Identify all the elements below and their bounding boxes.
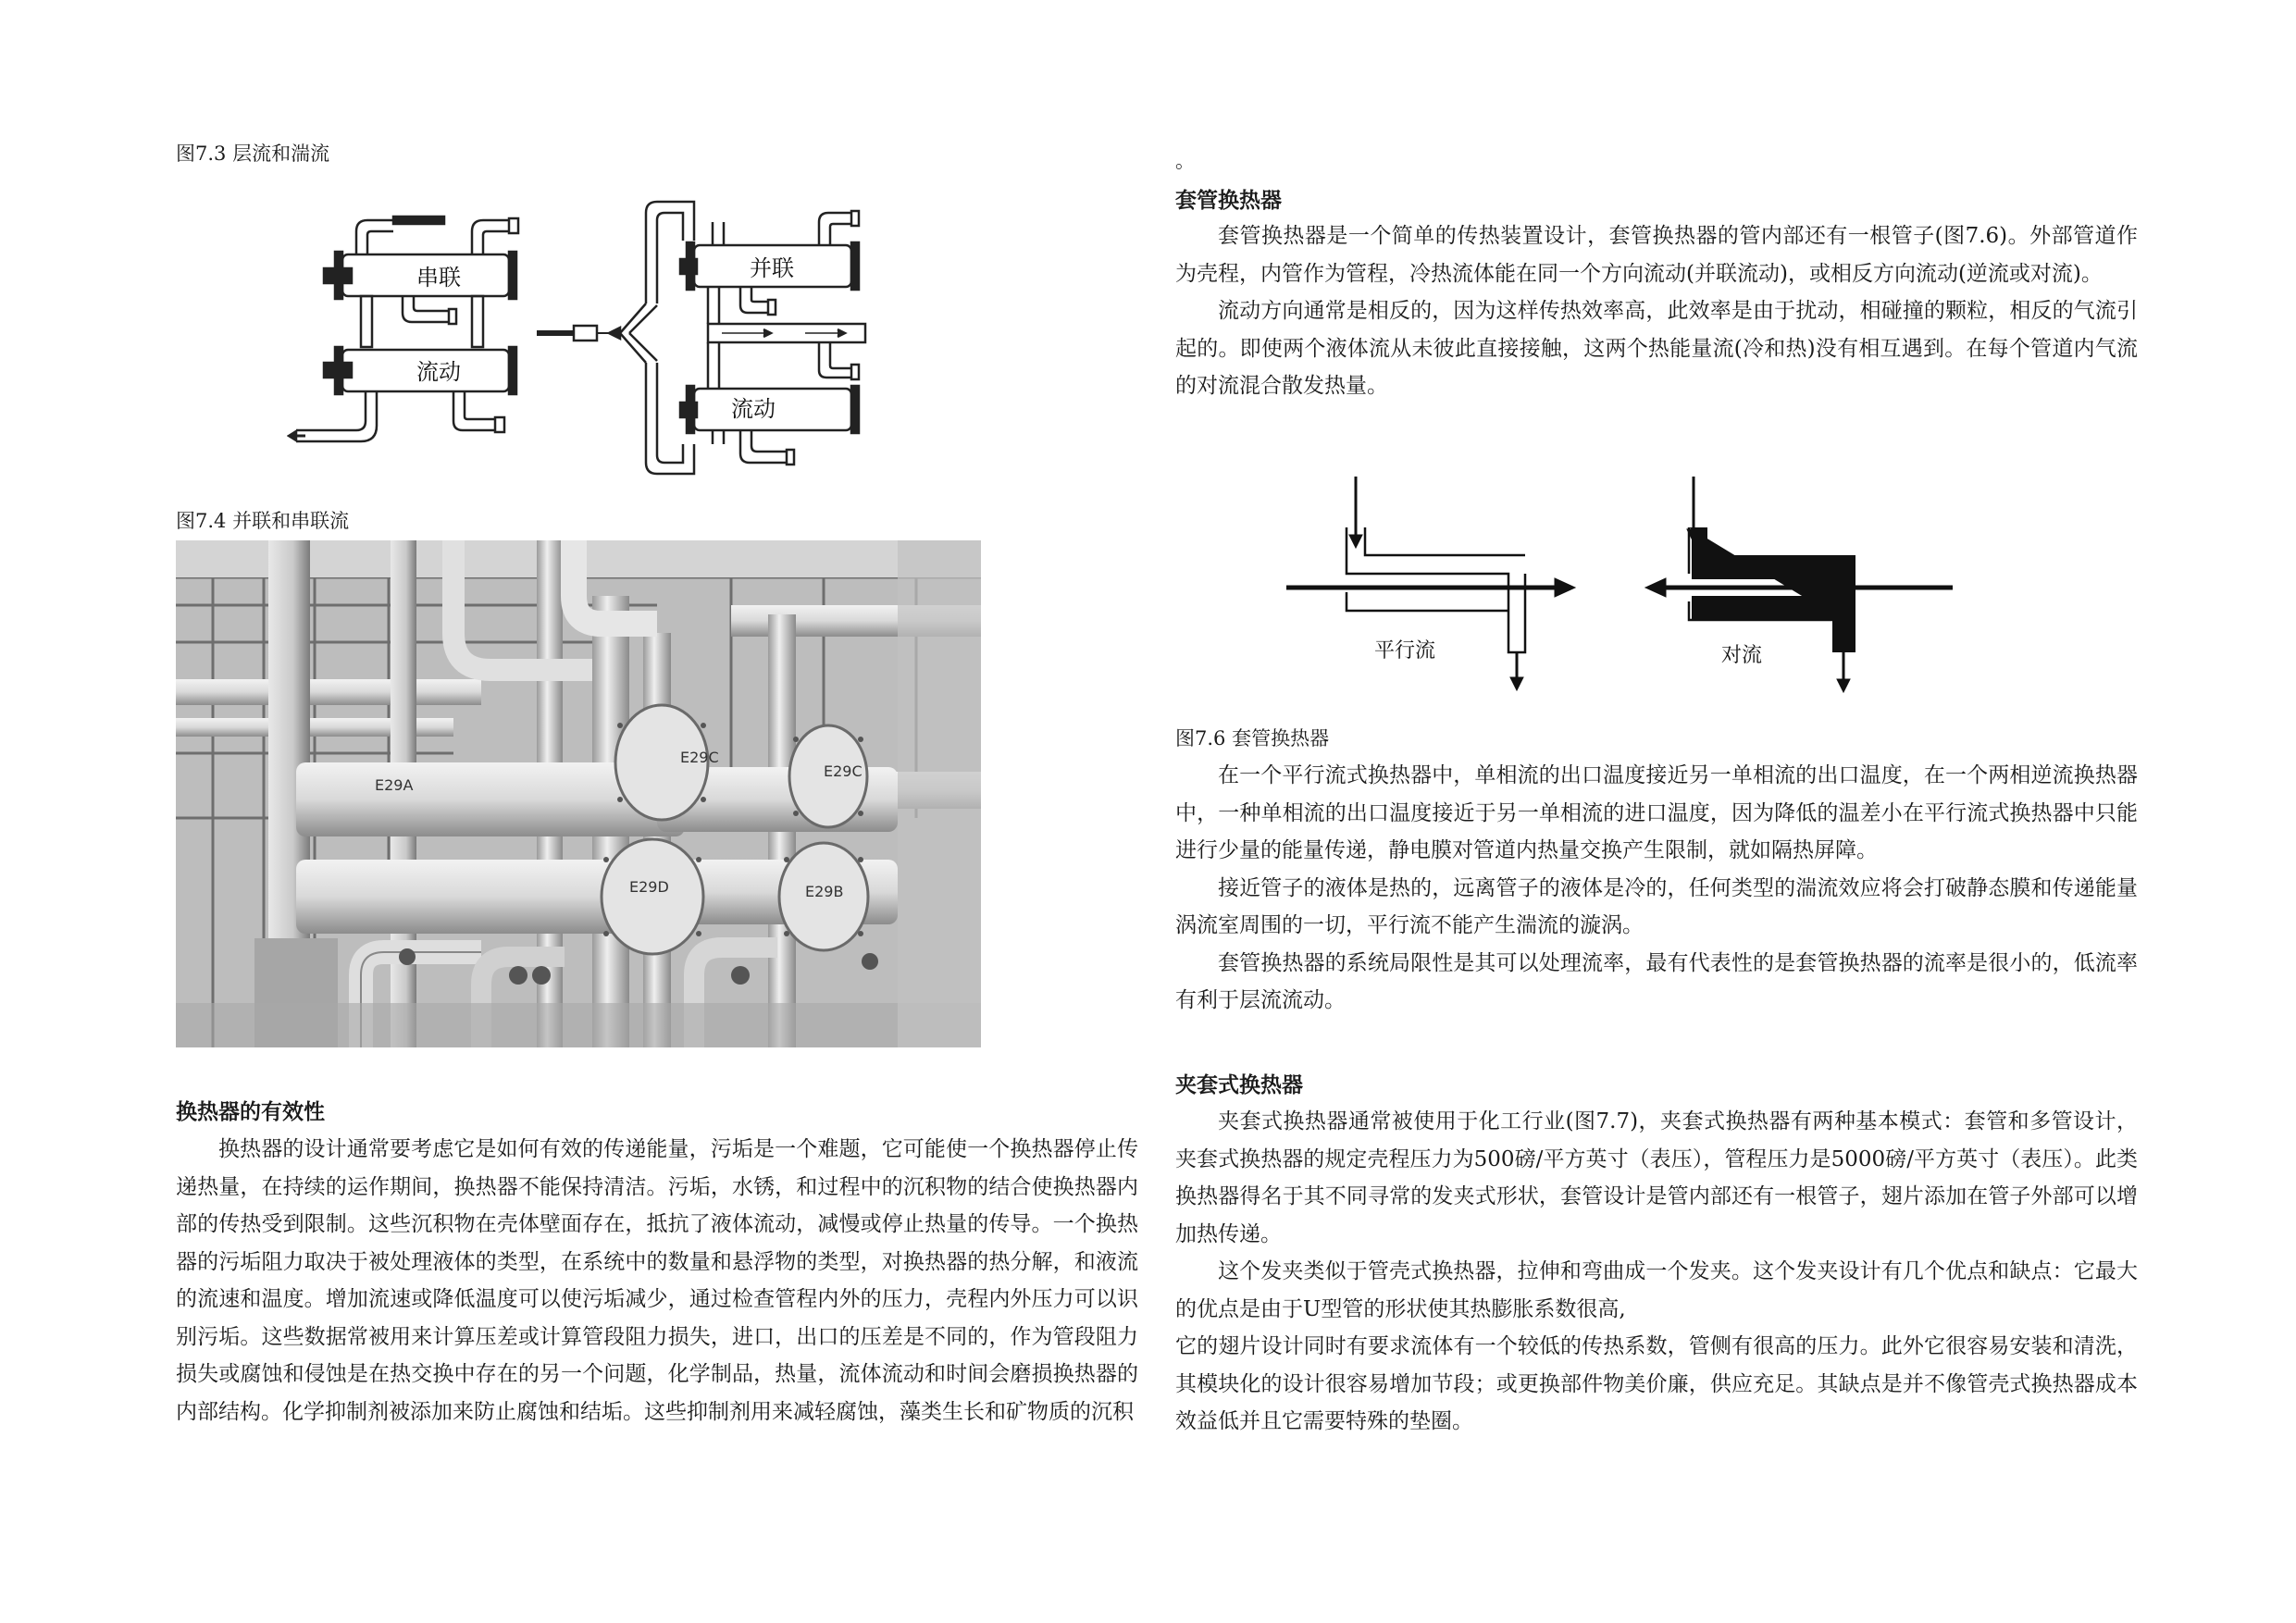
hairpin-paragraph-1: 夹套式换热器通常被使用于化工行业(图7.7)，夹套式换热器有两种基本模式：套管和多管设计，夹套式换热器的规定壳程压力为500磅/平方英寸（表压），管程压力是5000磅/平方英寸（表压）。此类换热器得名于其不同寻常的发夹式形状，套管设计是管内部还有一根管子，翅片添加在管子外部可以增加热传递。 <box>1175 1109 2138 1246</box>
flow-paragraph-2: 接近管子的液体是热的，远离管子的液体是冷的，任何类型的湍流效应将会打破静态膜和传递能量涡流室周围的一切，平行流不能产生湍流的漩涡。 <box>1175 875 2138 937</box>
flow-label-left: 流动 <box>416 359 461 385</box>
figure-7-3-caption: 图7.3 层流和湍流 <box>176 142 330 165</box>
heat-exchanger-photo-illustration <box>176 540 981 1047</box>
section-heading-hairpin: 夹套式换热器 <box>1175 1073 1303 1097</box>
section-heading-effectiveness: 换热器的有效性 <box>176 1100 325 1124</box>
photo-label-4: E29B <box>805 883 844 900</box>
section-heading-double-pipe: 套管换热器 <box>1175 189 1282 213</box>
top-dot: 。 <box>1175 150 1195 172</box>
parallel-label: 并联 <box>750 255 794 281</box>
photo-label-1: E29C <box>680 749 719 766</box>
counter-flow-label: 对流 <box>1721 644 1763 667</box>
effectiveness-text-block <box>176 1131 1138 1431</box>
photo-label-3: E29C <box>824 762 863 780</box>
hairpin-paragraph-3: 它的翅片设计同时有要求流体有一个较低的传热系数，管侧有很高的压力。此外它很容易安装和清洗，其模块化的设计很容易增加节段；或更换部件物美价廉，供应充足。其缺点是并不像管壳式换热器成本效益低并且它需要特殊的垫圈。 <box>1175 1334 2138 1433</box>
figure-7-4-caption: 图7.4 并联和串联流 <box>176 510 350 532</box>
parallel-flow-label: 平行流 <box>1374 639 1436 663</box>
figure-7-6-caption: 图7.6 套管换热器 <box>1175 727 1330 750</box>
heat-exchanger-photo <box>176 540 981 1047</box>
flow-text-block <box>1175 757 2138 1020</box>
hairpin-text-block <box>1175 1103 2138 1441</box>
flow-paragraph-1: 在一个平行流式换热器中，单相流的出口温度接近另一单相流的出口温度，在一个两相逆流换热器中，一种单相流的出口温度接近于另一单相流的进口温度，因为降低的温差小在平行流式换热器中只能进行少量的能量传递，静电膜对管道内热量交换产生限制，就如隔热屏障。 <box>1175 763 2138 862</box>
parallel-counter-flow-diagram <box>1277 472 2017 703</box>
double-pipe-text-block <box>1175 217 2138 405</box>
series-label: 串联 <box>416 265 461 291</box>
photo-label-2: E29D <box>629 878 669 896</box>
flow-label-right: 流动 <box>731 396 776 422</box>
effectiveness-paragraph: 换热器的设计通常要考虑它是如何有效的传递能量，污垢是一个难题，它可能使一个换热器停止传递热量，在持续的运作期间，换热器不能保持清洁。污垢，水锈，和过程中的沉积物的结合使换热器内部的传热受到限制。这些沉积物在壳体壁面存在，抵抗了液体流动，减慢或停止热量的传导。一个换热器的污垢阻力取决于被处理液体的类型，在系统中的数量和悬浮物的类型，对换热器的热分解，和液流的流速和温度。增加流速或降低温度可以使污垢减少，通过检查管程内外的压力，壳程内外压力可以识别污垢。这些数据常被用来计算压差或计算管段阻力损失，进口，出口的压差是不同的，作为管段阻力损失或腐蚀和侵蚀是在热交换中存在的另一个问题，化学制品，热量，流体流动和时间会磨损换热器的内部结构。化学抑制剂被添加来防止腐蚀和结垢。这些抑制剂用来减轻腐蚀，藻类生长和矿物质的沉积 <box>176 1137 1138 1424</box>
hairpin-paragraph-2: 这个发夹类似于管壳式换热器，拉伸和弯曲成一个发夹。这个发夹设计有几个优点和缺点：它最大的优点是由于U型管的形状使其热膨胀系数很高, <box>1175 1259 2138 1321</box>
flow-paragraph-3: 套管换热器的系统局限性是其可以处理流率，最有代表性的是套管换热器的流率是很小的，低流率有利于层流流动。 <box>1175 950 2138 1012</box>
series-parallel-flow-diagram <box>287 194 879 481</box>
double-pipe-paragraph-1: 套管换热器是一个简单的传热装置设计，套管换热器的管内部还有一根管子(图7.6)。外部管道作为壳程，内管作为管程，冷热流体能在同一个方向流动(并联流动)，或相反方向流动(逆流或对流)。 <box>1175 224 2138 286</box>
photo-label-5: E29A <box>375 776 414 794</box>
double-pipe-paragraph-2: 流动方向通常是相反的，因为这样传热效率高，此效率是由于扰动，相碰撞的颗粒，相反的气流引起的。即使两个液体流从未彼此直接接触，这两个热能量流(冷和热)没有相互遇到。在每个管道内气流的对流混合散发热量。 <box>1175 299 2138 398</box>
